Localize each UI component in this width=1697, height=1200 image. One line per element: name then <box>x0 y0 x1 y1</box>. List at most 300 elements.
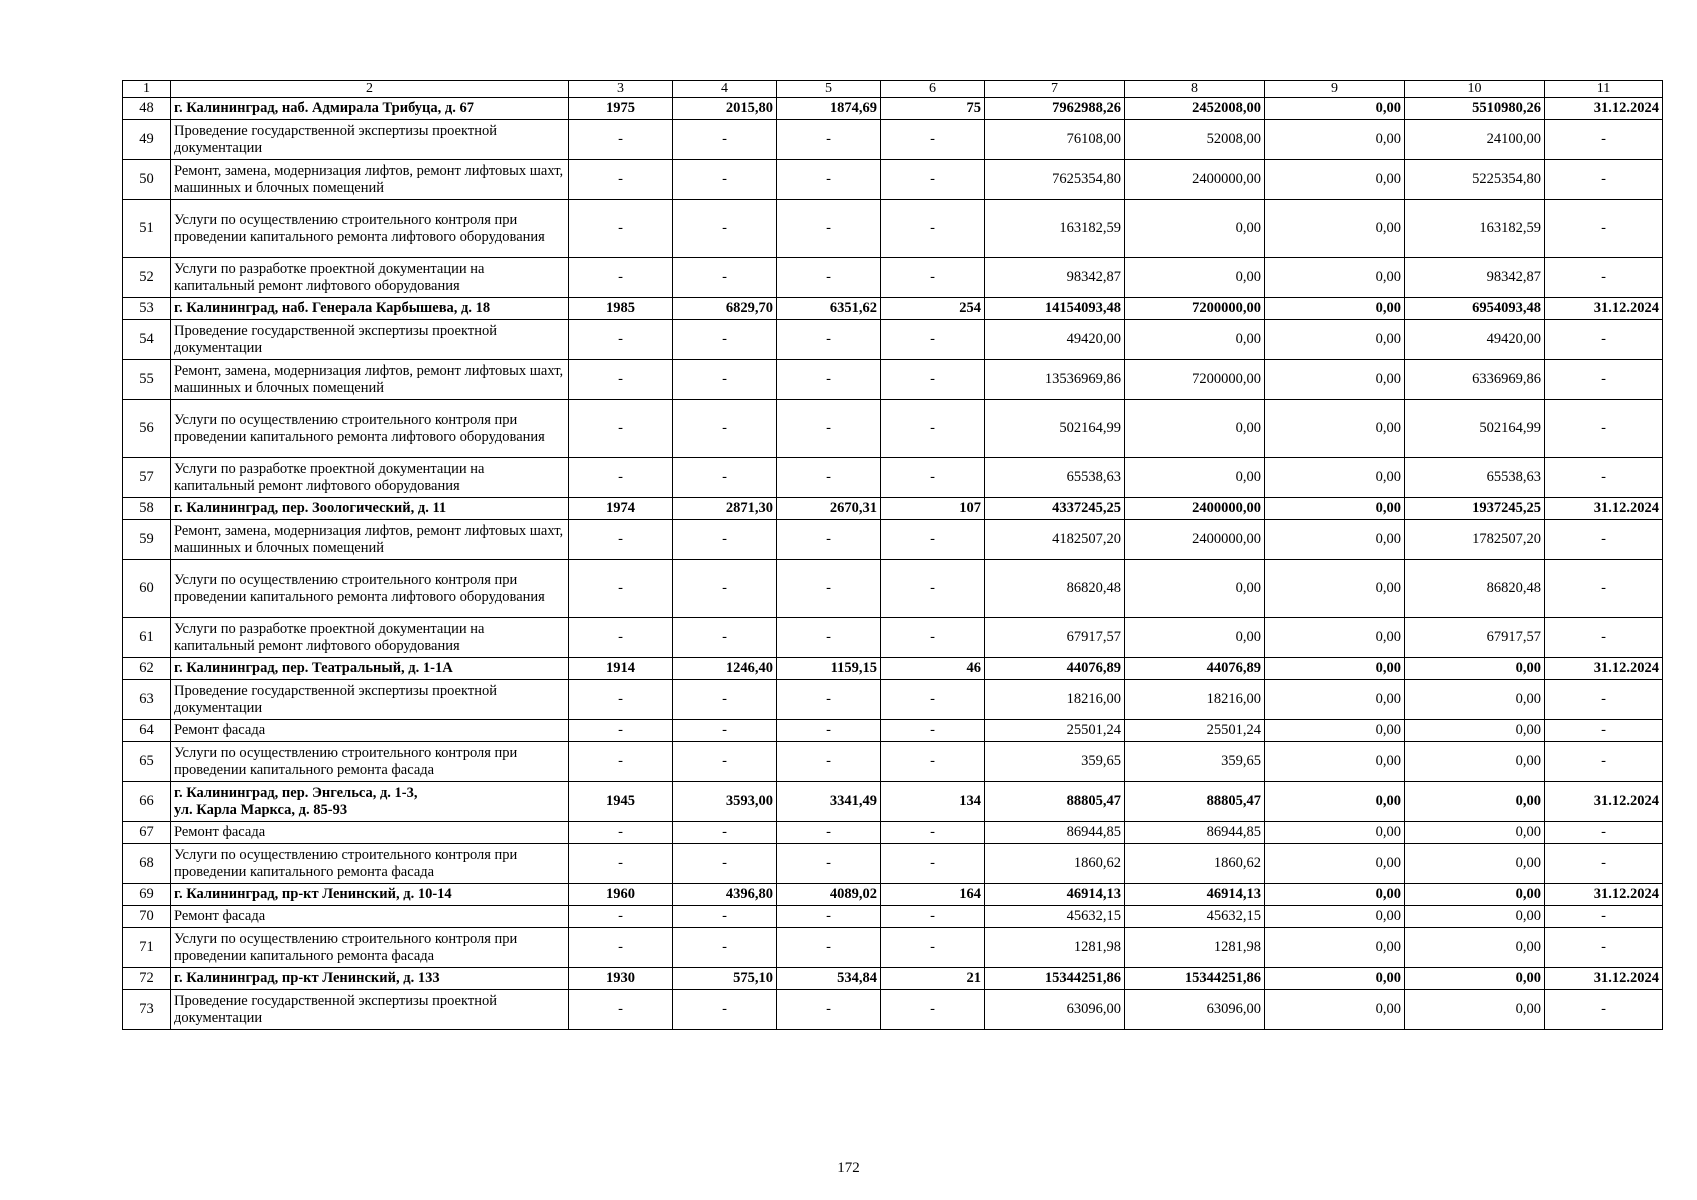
residents-cell: - <box>881 720 985 742</box>
work-item-row <box>123 906 1663 928</box>
description-cell: Ремонт, замена, модернизация лифтов, ремонт лифтовых шахт, машинных и блочных помещений <box>171 520 569 560</box>
completion-date-cell: - <box>1545 844 1663 884</box>
column-number-header <box>123 81 1663 98</box>
work-item-row <box>123 360 1663 400</box>
owners-cost-cell: 0,00 <box>1405 968 1545 990</box>
completion-date-cell: - <box>1545 906 1663 928</box>
residents-cell: - <box>881 742 985 782</box>
completion-date-cell: - <box>1545 618 1663 658</box>
fund-cost-cell: 7200000,00 <box>1125 298 1265 320</box>
fund-cost-cell: 0,00 <box>1125 258 1265 298</box>
description-cell: Услуги по осуществлению строительного контроля при проведении капитального ремонта лифтового оборудования <box>171 400 569 458</box>
total-cost-cell: 18216,00 <box>985 680 1125 720</box>
owners-cost-cell: 0,00 <box>1405 844 1545 884</box>
total-area-cell: - <box>673 844 777 884</box>
total-cost-cell: 86944,85 <box>985 822 1125 844</box>
total-cost-cell: 44076,89 <box>985 658 1125 680</box>
owners-cost-cell: 1937245,25 <box>1405 498 1545 520</box>
page-number: 172 <box>837 1160 860 1176</box>
work-item-row <box>123 160 1663 200</box>
year-cell: - <box>569 720 673 742</box>
total-area-cell: - <box>673 742 777 782</box>
fund-cost-cell: 359,65 <box>1125 742 1265 782</box>
fund-cost-cell: 15344251,86 <box>1125 968 1265 990</box>
fund-cost-cell: 86944,85 <box>1125 822 1265 844</box>
row-number-cell: 55 <box>123 360 171 400</box>
total-cost-cell: 4182507,20 <box>985 520 1125 560</box>
residential-area-cell: - <box>777 990 881 1030</box>
residents-cell: 164 <box>881 884 985 906</box>
year-cell: - <box>569 906 673 928</box>
total-cost-cell: 163182,59 <box>985 200 1125 258</box>
total-cost-cell: 14154093,48 <box>985 298 1125 320</box>
description-cell: Ремонт, замена, модернизация лифтов, ремонт лифтовых шахт, машинных и блочных помещений <box>171 360 569 400</box>
work-item-row <box>123 560 1663 618</box>
residential-area-cell: - <box>777 680 881 720</box>
fund-cost-cell: 0,00 <box>1125 618 1265 658</box>
residential-area-cell: - <box>777 520 881 560</box>
total-cost-cell: 45632,15 <box>985 906 1125 928</box>
header-cell: 1 <box>123 81 171 98</box>
table-body <box>123 81 1663 1030</box>
owners-cost-cell: 0,00 <box>1405 822 1545 844</box>
total-area-cell: 6829,70 <box>673 298 777 320</box>
fund-cost-cell: 0,00 <box>1125 400 1265 458</box>
residents-cell: - <box>881 928 985 968</box>
residential-area-cell: 2670,31 <box>777 498 881 520</box>
year-cell: - <box>569 400 673 458</box>
total-cost-cell: 76108,00 <box>985 120 1125 160</box>
total-cost-cell: 63096,00 <box>985 990 1125 1030</box>
row-number-cell: 59 <box>123 520 171 560</box>
year-cell: - <box>569 990 673 1030</box>
total-area-cell: 2015,80 <box>673 98 777 120</box>
work-item-row <box>123 320 1663 360</box>
capital-repair-table <box>122 80 1663 1030</box>
residents-cell: - <box>881 906 985 928</box>
residential-area-cell: - <box>777 844 881 884</box>
description-cell: Ремонт фасада <box>171 822 569 844</box>
budget-cost-cell: 0,00 <box>1265 680 1405 720</box>
owners-cost-cell: 0,00 <box>1405 680 1545 720</box>
fund-cost-cell: 44076,89 <box>1125 658 1265 680</box>
owners-cost-cell: 0,00 <box>1405 720 1545 742</box>
total-cost-cell: 67917,57 <box>985 618 1125 658</box>
year-cell: 1945 <box>569 782 673 822</box>
fund-cost-cell: 25501,24 <box>1125 720 1265 742</box>
description-cell: г. Калининград, наб. Адмирала Трибуца, д. 67 <box>171 98 569 120</box>
owners-cost-cell: 24100,00 <box>1405 120 1545 160</box>
budget-cost-cell: 0,00 <box>1265 160 1405 200</box>
budget-cost-cell: 0,00 <box>1265 98 1405 120</box>
budget-cost-cell: 0,00 <box>1265 458 1405 498</box>
row-number-cell: 73 <box>123 990 171 1030</box>
budget-cost-cell: 0,00 <box>1265 258 1405 298</box>
total-cost-cell: 15344251,86 <box>985 968 1125 990</box>
fund-cost-cell: 7200000,00 <box>1125 360 1265 400</box>
total-area-cell: - <box>673 120 777 160</box>
budget-cost-cell: 0,00 <box>1265 906 1405 928</box>
description-cell: Услуги по осуществлению строительного контроля при проведении капитального ремонта лифтового оборудования <box>171 200 569 258</box>
fund-cost-cell: 88805,47 <box>1125 782 1265 822</box>
residential-area-cell: - <box>777 400 881 458</box>
description-cell: Проведение государственной экспертизы проектной документации <box>171 120 569 160</box>
year-cell: - <box>569 928 673 968</box>
residential-area-cell: - <box>777 906 881 928</box>
description-cell: Проведение государственной экспертизы проектной документации <box>171 990 569 1030</box>
residents-cell: - <box>881 258 985 298</box>
work-item-row <box>123 258 1663 298</box>
completion-date-cell: 31.12.2024 <box>1545 782 1663 822</box>
total-cost-cell: 65538,63 <box>985 458 1125 498</box>
header-cell: 2 <box>171 81 569 98</box>
owners-cost-cell: 6336969,86 <box>1405 360 1545 400</box>
total-area-cell: - <box>673 928 777 968</box>
address-row <box>123 98 1663 120</box>
residents-cell: 134 <box>881 782 985 822</box>
description-cell: Проведение государственной экспертизы проектной документации <box>171 680 569 720</box>
fund-cost-cell: 45632,15 <box>1125 906 1265 928</box>
budget-cost-cell: 0,00 <box>1265 720 1405 742</box>
total-cost-cell: 7625354,80 <box>985 160 1125 200</box>
fund-cost-cell: 1281,98 <box>1125 928 1265 968</box>
total-area-cell: - <box>673 822 777 844</box>
year-cell: 1960 <box>569 884 673 906</box>
row-number-cell: 54 <box>123 320 171 360</box>
work-item-row <box>123 520 1663 560</box>
budget-cost-cell: 0,00 <box>1265 520 1405 560</box>
description-cell: Услуги по разработке проектной документации на капитальный ремонт лифтового оборудования <box>171 458 569 498</box>
header-cell: 9 <box>1265 81 1405 98</box>
total-area-cell: 4396,80 <box>673 884 777 906</box>
total-cost-cell: 1281,98 <box>985 928 1125 968</box>
total-cost-cell: 25501,24 <box>985 720 1125 742</box>
row-number-cell: 53 <box>123 298 171 320</box>
total-area-cell: 1246,40 <box>673 658 777 680</box>
row-number-cell: 69 <box>123 884 171 906</box>
header-cell: 3 <box>569 81 673 98</box>
owners-cost-cell: 0,00 <box>1405 928 1545 968</box>
fund-cost-cell: 2400000,00 <box>1125 160 1265 200</box>
residential-area-cell: - <box>777 618 881 658</box>
owners-cost-cell: 0,00 <box>1405 782 1545 822</box>
year-cell: - <box>569 520 673 560</box>
year-cell: - <box>569 120 673 160</box>
work-item-row <box>123 120 1663 160</box>
residents-cell: - <box>881 458 985 498</box>
total-area-cell: - <box>673 906 777 928</box>
residents-cell: - <box>881 120 985 160</box>
completion-date-cell: - <box>1545 400 1663 458</box>
row-number-cell: 70 <box>123 906 171 928</box>
fund-cost-cell: 1860,62 <box>1125 844 1265 884</box>
year-cell: - <box>569 680 673 720</box>
budget-cost-cell: 0,00 <box>1265 498 1405 520</box>
total-area-cell: 575,10 <box>673 968 777 990</box>
row-number-cell: 49 <box>123 120 171 160</box>
fund-cost-cell: 46914,13 <box>1125 884 1265 906</box>
row-number-cell: 48 <box>123 98 171 120</box>
description-cell: Проведение государственной экспертизы проектной документации <box>171 320 569 360</box>
owners-cost-cell: 67917,57 <box>1405 618 1545 658</box>
owners-cost-cell: 0,00 <box>1405 990 1545 1030</box>
year-cell: - <box>569 742 673 782</box>
work-item-row <box>123 822 1663 844</box>
row-number-cell: 52 <box>123 258 171 298</box>
year-cell: - <box>569 560 673 618</box>
owners-cost-cell: 1782507,20 <box>1405 520 1545 560</box>
residential-area-cell: - <box>777 360 881 400</box>
total-area-cell: - <box>673 720 777 742</box>
fund-cost-cell: 0,00 <box>1125 320 1265 360</box>
total-area-cell: - <box>673 618 777 658</box>
work-item-row <box>123 928 1663 968</box>
owners-cost-cell: 163182,59 <box>1405 200 1545 258</box>
residential-area-cell: 534,84 <box>777 968 881 990</box>
header-cell: 4 <box>673 81 777 98</box>
completion-date-cell: 31.12.2024 <box>1545 658 1663 680</box>
row-number-cell: 60 <box>123 560 171 618</box>
owners-cost-cell: 502164,99 <box>1405 400 1545 458</box>
work-item-row <box>123 618 1663 658</box>
total-cost-cell: 46914,13 <box>985 884 1125 906</box>
residents-cell: 21 <box>881 968 985 990</box>
description-cell: Услуги по осуществлению строительного контроля при проведении капитального ремонта фасада <box>171 928 569 968</box>
budget-cost-cell: 0,00 <box>1265 844 1405 884</box>
completion-date-cell: - <box>1545 990 1663 1030</box>
header-cell: 5 <box>777 81 881 98</box>
year-cell: - <box>569 258 673 298</box>
residents-cell: - <box>881 200 985 258</box>
fund-cost-cell: 0,00 <box>1125 458 1265 498</box>
budget-cost-cell: 0,00 <box>1265 400 1405 458</box>
owners-cost-cell: 0,00 <box>1405 884 1545 906</box>
year-cell: - <box>569 200 673 258</box>
row-number-cell: 64 <box>123 720 171 742</box>
completion-date-cell: - <box>1545 200 1663 258</box>
row-number-cell: 66 <box>123 782 171 822</box>
budget-cost-cell: 0,00 <box>1265 990 1405 1030</box>
row-number-cell: 63 <box>123 680 171 720</box>
year-cell: 1985 <box>569 298 673 320</box>
budget-cost-cell: 0,00 <box>1265 928 1405 968</box>
completion-date-cell: - <box>1545 120 1663 160</box>
owners-cost-cell: 0,00 <box>1405 906 1545 928</box>
completion-date-cell: 31.12.2024 <box>1545 498 1663 520</box>
total-area-cell: - <box>673 258 777 298</box>
completion-date-cell: - <box>1545 680 1663 720</box>
fund-cost-cell: 2452008,00 <box>1125 98 1265 120</box>
owners-cost-cell: 0,00 <box>1405 658 1545 680</box>
residents-cell: - <box>881 560 985 618</box>
address-row <box>123 884 1663 906</box>
owners-cost-cell: 98342,87 <box>1405 258 1545 298</box>
total-cost-cell: 7962988,26 <box>985 98 1125 120</box>
work-item-row <box>123 458 1663 498</box>
completion-date-cell: - <box>1545 560 1663 618</box>
year-cell: - <box>569 618 673 658</box>
completion-date-cell: - <box>1545 742 1663 782</box>
residents-cell: 75 <box>881 98 985 120</box>
completion-date-cell: 31.12.2024 <box>1545 98 1663 120</box>
description-cell: г. Калининград, пр-кт Ленинский, д. 10-14 <box>171 884 569 906</box>
residential-area-cell: 1874,69 <box>777 98 881 120</box>
residential-area-cell: - <box>777 320 881 360</box>
residents-cell: - <box>881 520 985 560</box>
total-cost-cell: 98342,87 <box>985 258 1125 298</box>
budget-cost-cell: 0,00 <box>1265 782 1405 822</box>
budget-cost-cell: 0,00 <box>1265 120 1405 160</box>
residents-cell: - <box>881 990 985 1030</box>
total-area-cell: - <box>673 360 777 400</box>
description-cell: г. Калининград, пер. Зоологический, д. 11 <box>171 498 569 520</box>
budget-cost-cell: 0,00 <box>1265 742 1405 782</box>
residents-cell: - <box>881 160 985 200</box>
residential-area-cell: 4089,02 <box>777 884 881 906</box>
total-area-cell: 2871,30 <box>673 498 777 520</box>
residents-cell: - <box>881 680 985 720</box>
year-cell: 1974 <box>569 498 673 520</box>
owners-cost-cell: 86820,48 <box>1405 560 1545 618</box>
budget-cost-cell: 0,00 <box>1265 320 1405 360</box>
budget-cost-cell: 0,00 <box>1265 560 1405 618</box>
residential-area-cell: - <box>777 928 881 968</box>
completion-date-cell: 31.12.2024 <box>1545 884 1663 906</box>
total-cost-cell: 13536969,86 <box>985 360 1125 400</box>
header-cell: 8 <box>1125 81 1265 98</box>
year-cell: 1914 <box>569 658 673 680</box>
residents-cell: - <box>881 320 985 360</box>
year-cell: - <box>569 844 673 884</box>
completion-date-cell: - <box>1545 160 1663 200</box>
year-cell: - <box>569 160 673 200</box>
description-cell: Ремонт фасада <box>171 906 569 928</box>
description-cell: Ремонт фасада <box>171 720 569 742</box>
row-number-cell: 65 <box>123 742 171 782</box>
total-cost-cell: 502164,99 <box>985 400 1125 458</box>
completion-date-cell: - <box>1545 720 1663 742</box>
fund-cost-cell: 2400000,00 <box>1125 520 1265 560</box>
document-sheet <box>122 80 1662 1030</box>
residents-cell: 107 <box>881 498 985 520</box>
fund-cost-cell: 52008,00 <box>1125 120 1265 160</box>
budget-cost-cell: 0,00 <box>1265 360 1405 400</box>
total-cost-cell: 88805,47 <box>985 782 1125 822</box>
year-cell: 1975 <box>569 98 673 120</box>
work-item-row <box>123 742 1663 782</box>
description-cell: Услуги по осуществлению строительного контроля при проведении капитального ремонта фасада <box>171 844 569 884</box>
completion-date-cell: 31.12.2024 <box>1545 298 1663 320</box>
residential-area-cell: - <box>777 822 881 844</box>
completion-date-cell: 31.12.2024 <box>1545 968 1663 990</box>
residents-cell: - <box>881 844 985 884</box>
budget-cost-cell: 0,00 <box>1265 658 1405 680</box>
row-number-cell: 68 <box>123 844 171 884</box>
description-cell: Услуги по разработке проектной документации на капитальный ремонт лифтового оборудования <box>171 258 569 298</box>
header-cell: 7 <box>985 81 1125 98</box>
address-row <box>123 968 1663 990</box>
total-area-cell: - <box>673 560 777 618</box>
total-cost-cell: 49420,00 <box>985 320 1125 360</box>
description-cell: г. Калининград, наб. Генерала Карбышева, д. 18 <box>171 298 569 320</box>
residential-area-cell: - <box>777 560 881 618</box>
fund-cost-cell: 63096,00 <box>1125 990 1265 1030</box>
residential-area-cell: - <box>777 200 881 258</box>
owners-cost-cell: 49420,00 <box>1405 320 1545 360</box>
year-cell: - <box>569 320 673 360</box>
header-cell: 11 <box>1545 81 1663 98</box>
address-row <box>123 298 1663 320</box>
completion-date-cell: - <box>1545 520 1663 560</box>
fund-cost-cell: 2400000,00 <box>1125 498 1265 520</box>
year-cell: - <box>569 458 673 498</box>
header-cell: 6 <box>881 81 985 98</box>
work-item-row <box>123 844 1663 884</box>
row-number-cell: 72 <box>123 968 171 990</box>
description-cell: Услуги по разработке проектной документации на капитальный ремонт лифтового оборудования <box>171 618 569 658</box>
description-cell: г. Калининград, пер. Энгельса, д. 1-3, ул. Карла Маркса, д. 85-93 <box>171 782 569 822</box>
completion-date-cell: - <box>1545 822 1663 844</box>
residential-area-cell: - <box>777 160 881 200</box>
budget-cost-cell: 0,00 <box>1265 618 1405 658</box>
residential-area-cell: - <box>777 120 881 160</box>
row-number-cell: 61 <box>123 618 171 658</box>
row-number-cell: 71 <box>123 928 171 968</box>
residents-cell: - <box>881 822 985 844</box>
fund-cost-cell: 0,00 <box>1125 560 1265 618</box>
residential-area-cell: - <box>777 720 881 742</box>
description-cell: г. Калининград, пер. Театральный, д. 1-1А <box>171 658 569 680</box>
residents-cell: - <box>881 618 985 658</box>
residents-cell: 46 <box>881 658 985 680</box>
budget-cost-cell: 0,00 <box>1265 968 1405 990</box>
address-row <box>123 658 1663 680</box>
budget-cost-cell: 0,00 <box>1265 884 1405 906</box>
total-area-cell: - <box>673 320 777 360</box>
row-number-cell: 67 <box>123 822 171 844</box>
residential-area-cell: 1159,15 <box>777 658 881 680</box>
total-area-cell: - <box>673 400 777 458</box>
owners-cost-cell: 65538,63 <box>1405 458 1545 498</box>
residents-cell: - <box>881 360 985 400</box>
completion-date-cell: - <box>1545 928 1663 968</box>
row-number-cell: 56 <box>123 400 171 458</box>
description-cell: Услуги по осуществлению строительного контроля при проведении капитального ремонта лифтового оборудования <box>171 560 569 618</box>
total-area-cell: 3593,00 <box>673 782 777 822</box>
residential-area-cell: 3341,49 <box>777 782 881 822</box>
year-cell: - <box>569 360 673 400</box>
work-item-row <box>123 720 1663 742</box>
fund-cost-cell: 18216,00 <box>1125 680 1265 720</box>
row-number-cell: 57 <box>123 458 171 498</box>
completion-date-cell: - <box>1545 258 1663 298</box>
total-cost-cell: 4337245,25 <box>985 498 1125 520</box>
completion-date-cell: - <box>1545 360 1663 400</box>
residential-area-cell: - <box>777 742 881 782</box>
work-item-row <box>123 680 1663 720</box>
description-cell: Услуги по осуществлению строительного контроля при проведении капитального ремонта фасада <box>171 742 569 782</box>
total-area-cell: - <box>673 990 777 1030</box>
total-cost-cell: 86820,48 <box>985 560 1125 618</box>
address-row <box>123 782 1663 822</box>
total-area-cell: - <box>673 680 777 720</box>
owners-cost-cell: 6954093,48 <box>1405 298 1545 320</box>
header-cell: 10 <box>1405 81 1545 98</box>
total-cost-cell: 1860,62 <box>985 844 1125 884</box>
budget-cost-cell: 0,00 <box>1265 298 1405 320</box>
work-item-row <box>123 990 1663 1030</box>
fund-cost-cell: 0,00 <box>1125 200 1265 258</box>
